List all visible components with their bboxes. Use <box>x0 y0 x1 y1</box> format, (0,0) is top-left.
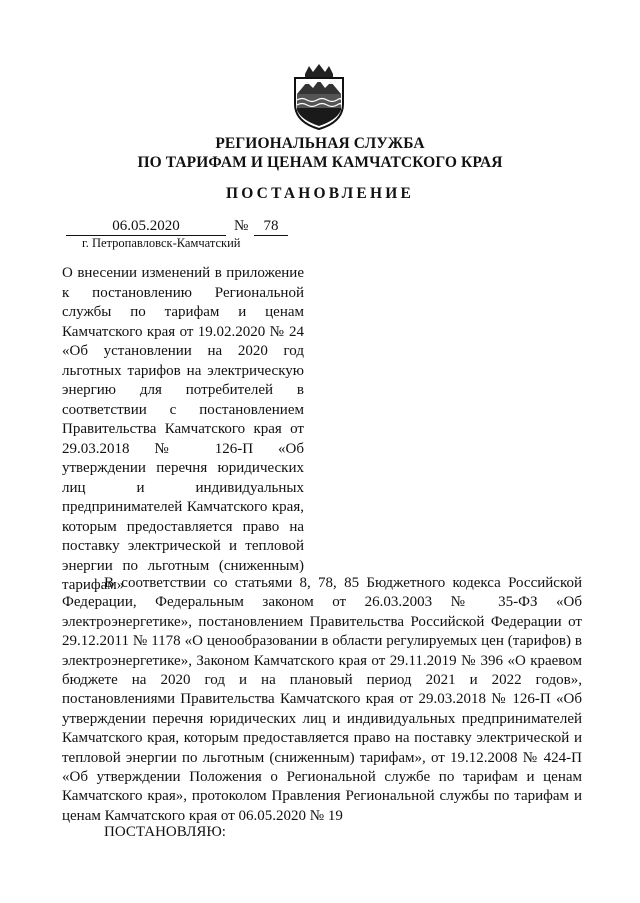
org-name-line1: РЕГИОНАЛЬНАЯ СЛУЖБА <box>215 135 425 152</box>
document-date: 06.05.2020 <box>66 218 226 236</box>
body-paragraph: В соответствии со статьями 8, 78, 85 Бюджетного кодекса Российской Федерации, Федеральным законом от 26.03.2003 № 35-ФЗ «Об электроэнергетике», постановлением Правительства Российской Федерации от 29.12.2011 № 1178 «О ценообразовании в области регулируемых цен (тарифов) в электроэнергетике», Законом Камчатского края от 29.11.2019 № 396 «О краевом бюджете на 2020 год и на плановый период 2021 и 2022 годов», постановлениями Правительства Камчатского края от 29.03.2018 № 126-П «Об утверждении перечня юридических лиц и индивидуальных предпринимателей Камчатского края, которым предоставляется право на поставку электрической и тепловой энергии по льготным (сниженным) тарифам», от 19.12.2008 № 424-П «Об утверждении Положения о Региональной службе по тарифам и ценам Камчатского края», протоколом Правления Региональной службы по тарифам и ценам Камчатского края от 06.05.2020 № 19 <box>62 575 582 824</box>
subject-text: О внесении изменений в приложение к постановлению Региональной службы по тарифам и ценам Камчатского края от 19.02.2020 № 24 «Об установлении на 2020 год льготных тарифов на электрическую энергию для потребителей в соответствии с постановлением Правительства Камчатского края от 29.03.2018 № 126-П «Об утверждении перечня юридических лиц и индивидуальных предпринимателей Камчатского края, которым предоставляется право на поставку электрической и тепловой энергии по льготным (сниженным) тарифам» <box>62 265 304 593</box>
org-name-line2: ПО ТАРИФАМ И ЦЕНАМ КАМЧАТСКОГО КРАЯ <box>137 154 503 171</box>
document-type-title: ПОСТАНОВЛЕНИЕ <box>225 185 415 202</box>
number-sign: № <box>234 218 249 234</box>
document-subject <box>62 264 304 596</box>
city-name: г. Петропавловск-Камчатский <box>82 236 241 250</box>
document-number: 78 <box>254 218 288 236</box>
resolve-heading: ПОСТАНОВЛЯЮ: <box>104 824 226 840</box>
kamchatka-coat-of-arms-icon <box>291 64 347 130</box>
